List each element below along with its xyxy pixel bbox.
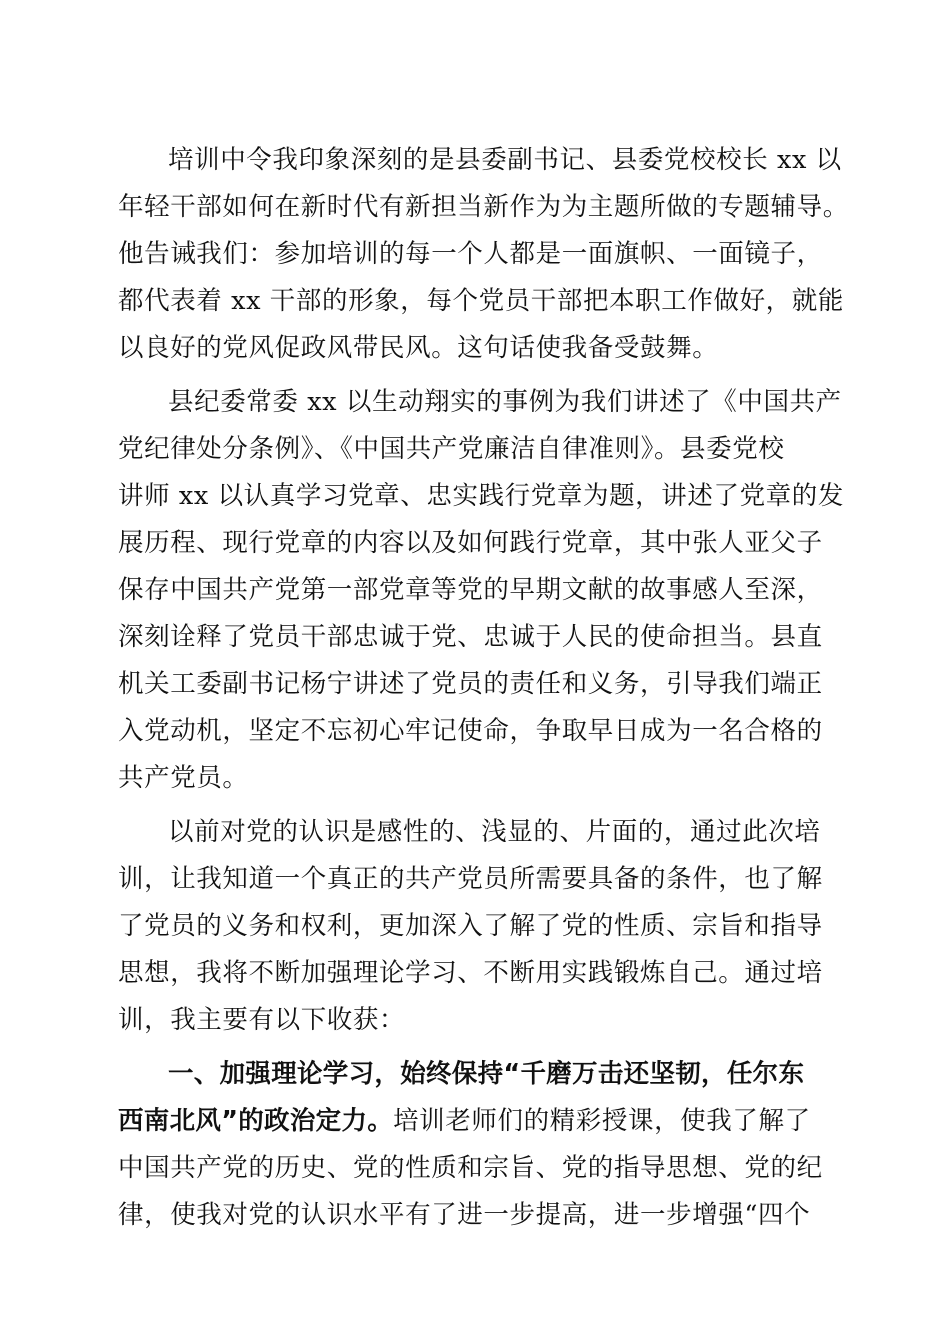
paragraph-2-line-5: 保存中国共产党第一部党章等党的早期文献的故事感人至深， bbox=[118, 575, 823, 605]
paragraph-2-line-1: 县纪委常委 xx 以生动翔实的事例为我们讲述了《中国共产 bbox=[168, 387, 842, 417]
paragraph-2-line-2: 党纪律处分条例》、《中国共产党廉洁自律准则》。县委党校 bbox=[118, 434, 785, 464]
paragraph-1-line-4: 都代表着 xx 干部的形象，每个党员干部把本职工作做好，就能 bbox=[118, 286, 844, 316]
section-heading-line-1: 一、加强理论学习，始终保持“千磨万击还坚韧，任尔东 bbox=[168, 1059, 805, 1089]
paragraph-1-line-3: 他告诫我们：参加培训的每一个人都是一面旗帜、一面镜子， bbox=[118, 239, 823, 269]
paragraph-3-line-1: 以前对党的认识是感性的、浅显的、片面的，通过此次培 bbox=[168, 817, 821, 847]
paragraph-2-line-8: 入党动机，坚定不忘初心牢记使命，争取早日成为一名合格的 bbox=[118, 716, 823, 746]
paragraph-4-line-3: 中国共产党的历史、党的性质和宗旨、党的指导思想、党的纪 bbox=[118, 1153, 823, 1183]
paragraph-3-line-2: 训，让我知道一个真正的共产党员所需要具备的条件，也了解 bbox=[118, 864, 823, 894]
paragraph-4-line-4: 律，使我对党的认识水平有了进一步提高，进一步增强“四个 bbox=[118, 1200, 811, 1230]
section-heading-line-2: 西南北风”的政治定力。 bbox=[118, 1106, 394, 1136]
paragraph-2-line-6: 深刻诠释了党员干部忠诚于党、忠诚于人民的使命担当。县直 bbox=[118, 622, 823, 652]
paragraph-2-line-7: 机关工委副书记杨宁讲述了党员的责任和义务，引导我们端正 bbox=[118, 669, 823, 699]
paragraph-1-line-5: 以良好的党风促政风带民风。这句话使我备受鼓舞。 bbox=[118, 333, 719, 363]
paragraph-1-line-2: 年轻干部如何在新时代有新担当新作为为主题所做的专题辅导。 bbox=[118, 192, 849, 222]
paragraph-3-line-5: 训，我主要有以下收获： bbox=[118, 1005, 406, 1035]
paragraph-4-line-2-text: 培训老师们的精彩授课，使我了解了 bbox=[393, 1106, 811, 1136]
paragraph-3-line-3: 了党员的义务和权利，更加深入了解了党的性质、宗旨和指导 bbox=[118, 911, 823, 941]
paragraph-2-line-4: 展历程、现行党章的内容以及如何践行党章，其中张人亚父子 bbox=[118, 528, 823, 558]
paragraph-3-line-4: 思想，我将不断加强理论学习、不断用实践锻炼自己。通过培 bbox=[118, 958, 823, 988]
paragraph-1-line-1: 培训中令我印象深刻的是县委副书记、县委党校校长 xx 以 bbox=[168, 145, 842, 175]
paragraph-2-line-9: 共产党员。 bbox=[118, 763, 249, 793]
paragraph-4-line-2 bbox=[118, 1101, 838, 1141]
paragraph-2-line-3: 讲师 xx 以认真学习党章、忠实践行党章为题，讲述了党章的发 bbox=[118, 481, 844, 511]
